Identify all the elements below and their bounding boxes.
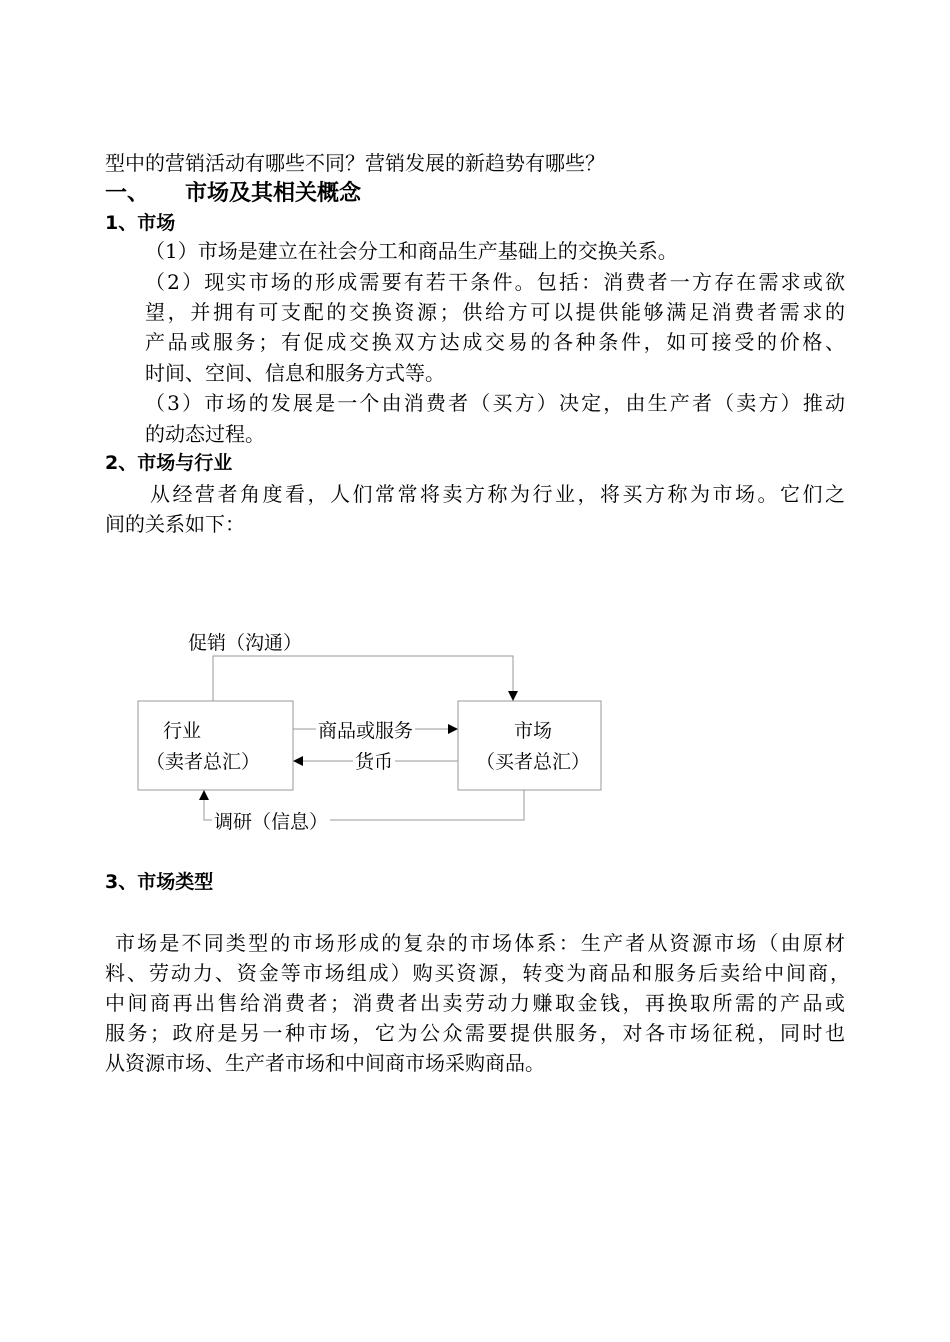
market-types-paragraph-line: 料、劳动力、资金等市场组成）购买资源，转变为商品和服务后卖给中间商， [105,961,850,985]
market-types-paragraph-line: 从资源市场、生产者市场和中间商市场采购商品。 [105,1051,545,1075]
market-point-3-line: （3）市场的发展是一个由消费者（买方）决定，由生产者（卖方）推动 [145,391,845,415]
market-industry-paragraph-line: 从经营者角度看，人们常常将卖方称为行业，将买方称为市场。它们之 [150,482,845,506]
market-box [458,701,601,790]
research-label: 调研（信息） [214,811,329,833]
section-title: 市场及其相关概念 [185,181,362,206]
market-industry-diagram [0,620,950,850]
promotion-arrow [213,656,513,701]
subheading-market-industry: 2、市场与行业 [105,452,233,474]
diagram-lines [0,620,950,850]
intro-line: 型中的营销活动有哪些不同？营销发展的新趋势有哪些？ [105,151,605,175]
industry-box-subtitle: （卖者总汇） [146,751,261,773]
subheading-market: 1、市场 [105,212,176,234]
market-box-subtitle: （买者总汇） [476,751,591,773]
industry-box-title: 行业 [163,720,202,742]
money-label: 货币 [355,751,394,773]
market-types-paragraph-line: 服务；政府是另一种市场，它为公众需要提供服务，对各市场征税，同时也 [105,1021,845,1045]
market-point-2-line: 产品或服务；有促成交换双方达成交易的各种条件，如可接受的价格、 [145,330,845,354]
market-box-title: 市场 [514,720,553,742]
market-point-2-line: （2）现实市场的形成需要有若干条件。包括：消费者一方存在需求或欲 [145,270,845,294]
market-point-2-line: 望，并拥有可支配的交换资源；供给方可以提供能够满足消费者需求的 [145,300,845,324]
market-point-2-line: 时间、空间、信息和服务方式等。 [145,361,445,385]
industry-box [138,701,293,790]
market-industry-paragraph-line: 间的关系如下： [105,512,245,536]
market-point-1: （1）市场是建立在社会分工和商品生产基础上的交换关系。 [145,239,678,263]
market-types-paragraph-line: 中间商再出售给消费者；消费者出卖劳动力赚取金钱，再换取所需的产品或 [105,991,845,1015]
section-number: 一、 [105,181,150,206]
market-point-3-line: 的动态过程。 [145,422,265,446]
promotion-label: 促销（沟通） [188,632,303,654]
goods-label: 商品或服务 [318,720,414,742]
market-types-paragraph-line: 市场是不同类型的市场形成的复杂的市场体系：生产者从资源市场（由原材 [115,931,845,955]
subheading-market-types: 3、市场类型 [105,871,214,893]
